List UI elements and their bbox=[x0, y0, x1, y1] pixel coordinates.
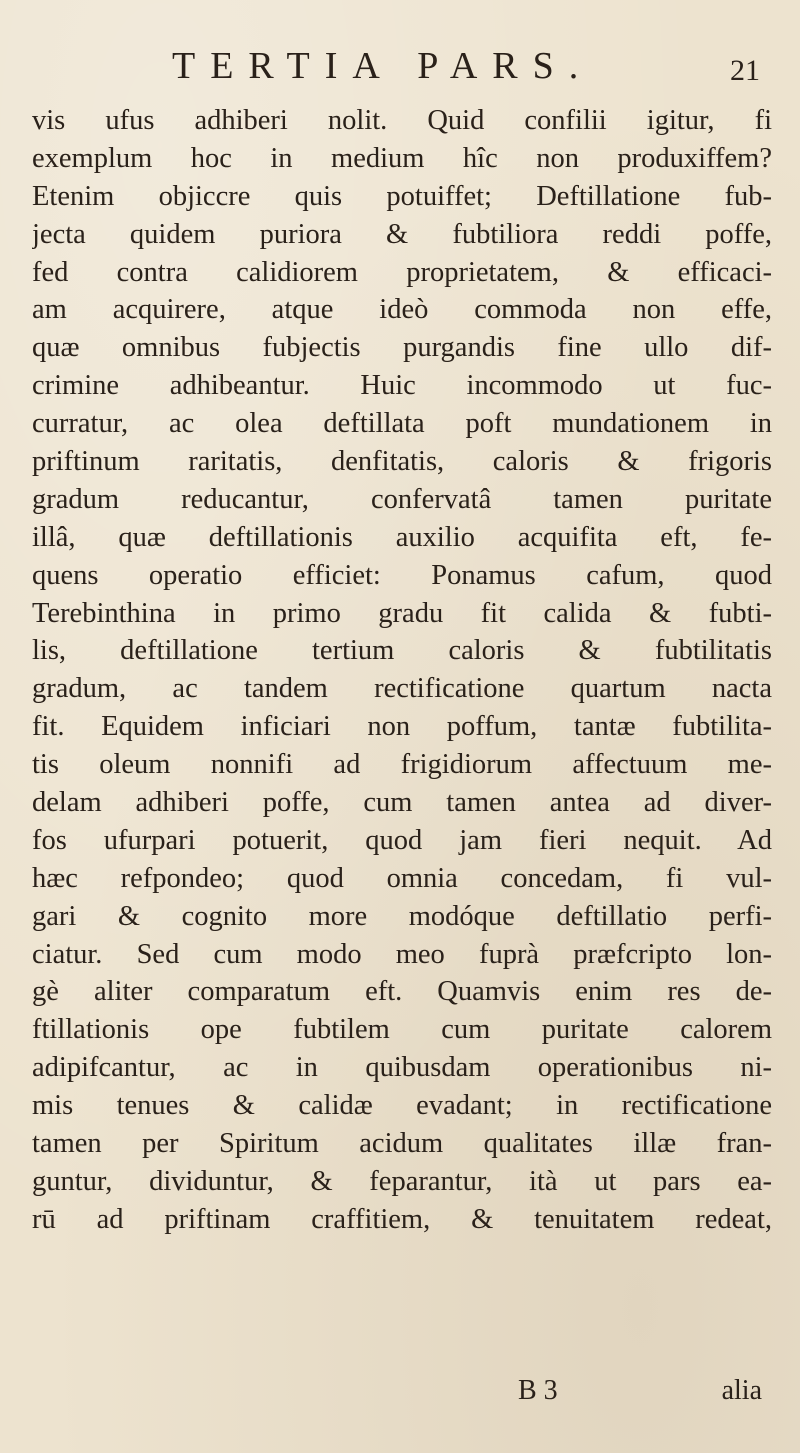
text-line: quens operatio efficiet: Ponamus cafum, quod bbox=[32, 559, 772, 591]
text-line: ciatur. Sed cum modo meo fuprà præfcripto lon- bbox=[32, 938, 772, 970]
page-footer bbox=[32, 1375, 772, 1415]
running-head: TERTIA PARS. bbox=[172, 45, 594, 87]
page-header bbox=[120, 44, 760, 98]
body-text bbox=[32, 102, 772, 1239]
text-line: exemplum hoc in medium hîc non produxiffem? bbox=[32, 142, 772, 174]
text-line: illâ, quæ deftillationis auxilio acquifita eft, fe- bbox=[32, 521, 772, 553]
text-line: lis, deftillatione tertium caloris & fubtilitatis bbox=[32, 635, 772, 667]
text-line: fos ufurpari potuerit, quod jam fieri nequit. Ad bbox=[32, 824, 772, 856]
text-line: gè aliter comparatum eft. Quamvis enim res de- bbox=[32, 976, 772, 1008]
page-number: 21 bbox=[730, 54, 760, 87]
text-line: fed contra calidiorem proprietatem, & efficaci- bbox=[32, 256, 772, 288]
text-line: gradum, ac tandem rectificatione quartum nacta bbox=[32, 673, 772, 705]
text-line: rū ad priftinam craffitiem, & tenuitatem redeat, bbox=[32, 1203, 772, 1235]
signature-mark: B 3 bbox=[518, 1375, 558, 1406]
text-line: Terebinthina in primo gradu fit calida & fubti- bbox=[32, 597, 772, 629]
text-line: ftillationis ope fubtilem cum puritate calorem bbox=[32, 1014, 772, 1046]
text-line: quæ omnibus fubjectis purgandis fine ullo dif- bbox=[32, 332, 772, 364]
text-line: priftinum raritatis, denfitatis, caloris & frigoris bbox=[32, 446, 772, 478]
text-line: jecta quidem puriora & fubtiliora reddi poffe, bbox=[32, 218, 772, 250]
text-line: delam adhiberi poffe, cum tamen antea ad diver- bbox=[32, 787, 772, 819]
text-line: tis oleum nonnifi ad frigidiorum affectuum me- bbox=[32, 749, 772, 781]
text-line: gradum reducantur, confervatâ tamen puritate bbox=[32, 483, 772, 515]
text-line: curratur, ac olea deftillata poft mundationem in bbox=[32, 408, 772, 440]
text-line: vis ufus adhiberi nolit. Quid confilii igitur, fi bbox=[32, 105, 772, 136]
catchword: alia bbox=[721, 1375, 762, 1406]
text-line: adipifcantur, ac in quibusdam operationibus ni- bbox=[32, 1052, 772, 1084]
text-line: Etenim objiccre quis potuiffet; Deftillatione fub- bbox=[32, 180, 772, 212]
text-line: gari & cognito more modóque deftillatio perfi- bbox=[32, 900, 772, 932]
text-line: tamen per Spiritum acidum qualitates illæ fran- bbox=[32, 1128, 772, 1160]
text-line: am acquirere, atque ideò commoda non effe, bbox=[32, 294, 772, 326]
text-line: mis tenues & calidæ evadant; in rectificatione bbox=[32, 1090, 772, 1122]
text-line: crimine adhibeantur. Huic incommodo ut fuc- bbox=[32, 370, 772, 402]
text-line: fit. Equidem inficiari non poffum, tantæ fubtilita- bbox=[32, 711, 772, 743]
text-line: hæc refpondeo; quod omnia concedam, fi vul- bbox=[32, 862, 772, 894]
text-line: guntur, dividuntur, & feparantur, ità ut pars ea- bbox=[32, 1165, 772, 1197]
